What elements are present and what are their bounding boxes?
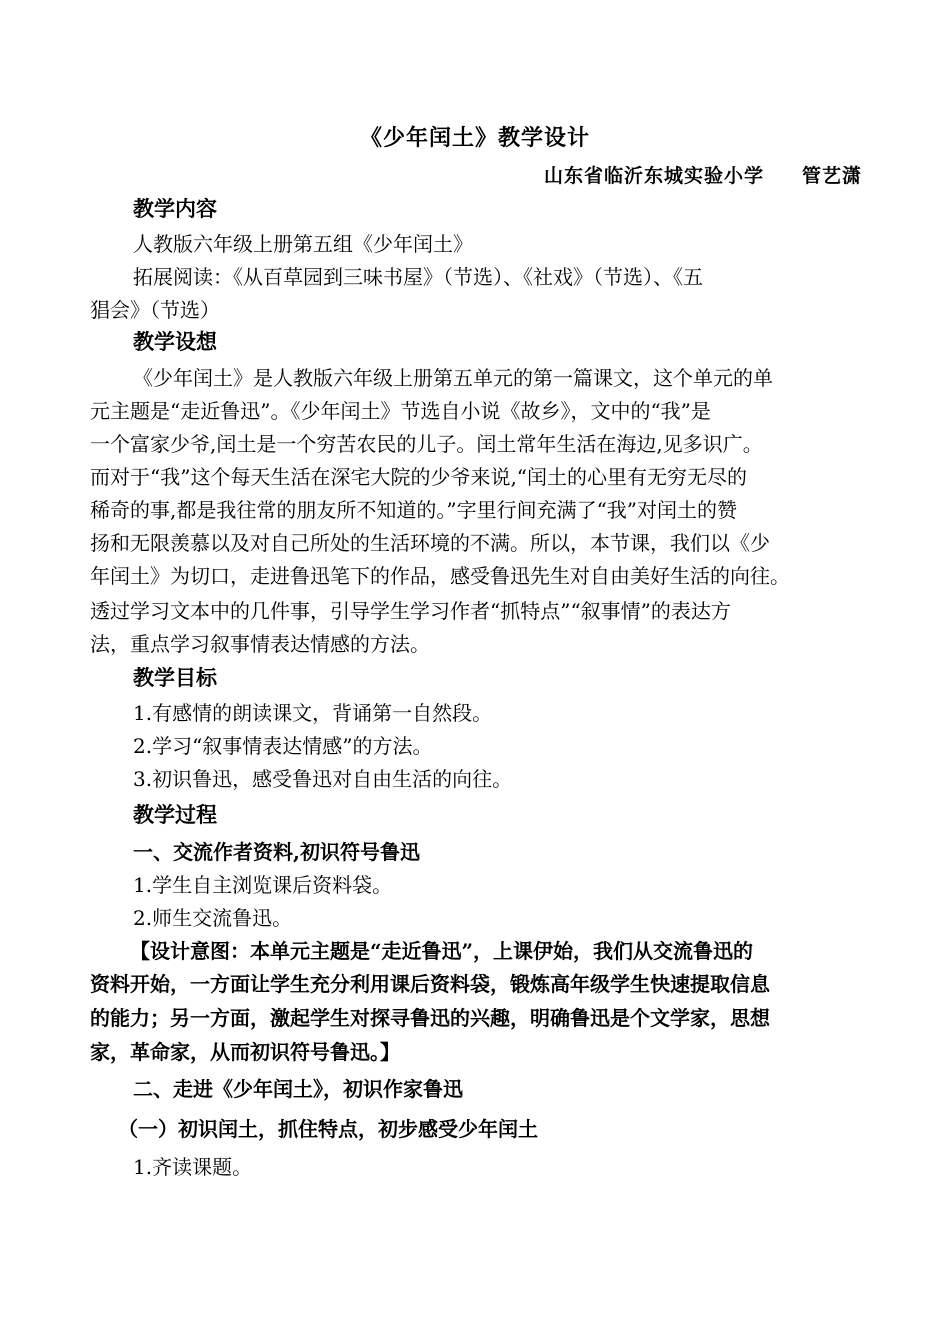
design-line: 扬和无限羡慕以及对自己所处的生活环境的不满。所以，本节课，我们以《少	[90, 531, 770, 555]
process-item: 1.齐读课题。	[133, 1155, 253, 1179]
design-intent-line: 的能力；另一方面，激起学生对探寻鲁迅的兴趣，明确鲁迅是个文学家，思想	[90, 1006, 770, 1030]
design-line: 法，重点学习叙事情表达情感的方法。	[90, 632, 430, 656]
process-part1-title: 一、交流作者资料,初识符号鲁迅	[133, 840, 420, 864]
process-item: 2.师生交流鲁迅。	[133, 906, 293, 930]
design-intent-line: 【设计意图：本单元主题是“走近鲁迅”，上课伊始，我们从交流鲁迅的	[130, 939, 754, 963]
goal-item: 1.有感情的朗读课文，背诵第一自然段。	[133, 701, 493, 725]
document-title: 《少年闰土》教学设计	[359, 125, 590, 151]
design-line: 稀奇的事,都是我往常的朋友所不知道的。”字里行间充满了“我”对闰土的赞	[90, 498, 738, 522]
content-line: 人教版六年级上册第五组《少年闰土》	[133, 232, 473, 256]
section-heading-design: 教学设想	[133, 330, 217, 354]
author-school: 山东省临沂东城实验小学	[543, 165, 764, 187]
section-heading-content: 教学内容	[133, 197, 217, 221]
design-line: 《少年闰土》是人教版六年级上册第五单元的第一篇课文，这个单元的单	[133, 366, 773, 390]
process-item: 1.学生自主浏览课后资料袋。	[133, 873, 393, 897]
design-intent-line: 资料开始，一方面让学生充分利用课后资料袋，锻炼高年级学生快速提取信息	[90, 972, 770, 996]
design-line: 一个富家少爷,闰土是一个穷苦农民的儿子。闰土常年生活在海边,见多识广。	[90, 432, 763, 456]
process-part2-subtitle: （一）初识闰土，抓住特点，初步感受少年闰土	[118, 1117, 538, 1141]
design-line: 元主题是“走近鲁迅”。《少年闰土》节选自小说《故乡》，文中的“我”是	[90, 399, 711, 423]
section-heading-goals: 教学目标	[133, 666, 217, 690]
content-line: 猖会》（节选）	[90, 298, 220, 322]
design-line: 透过学习文本中的几件事，引导学生学习作者“抓特点”“叙事情”的表达方	[90, 599, 731, 623]
content-line: 拓展阅读：《从百草园到三味书屋》（节选）、《社戏》（节选）、《五	[133, 265, 703, 289]
section-heading-process: 教学过程	[133, 803, 217, 827]
design-intent-line: 家，革命家，从而初识符号鲁迅。】	[90, 1040, 400, 1064]
process-part2-title: 二、走进《少年闰土》，初识作家鲁迅	[133, 1077, 463, 1101]
author-line	[544, 162, 862, 190]
goal-item: 2.学习“叙事情表达情感”的方法。	[133, 734, 433, 758]
goal-item: 3.初识鲁迅，感受鲁迅对自由生活的向往。	[133, 767, 513, 791]
author-name: 管艺潇	[801, 165, 862, 187]
design-line: 年闰土》为切口，走进鲁迅笔下的作品，感受鲁迅先生对自由美好生活的向往。	[90, 564, 790, 588]
design-line: 而对于“我”这个每天生活在深宅大院的少爷来说,“闰土的心里有无穷无尽的	[90, 465, 748, 489]
